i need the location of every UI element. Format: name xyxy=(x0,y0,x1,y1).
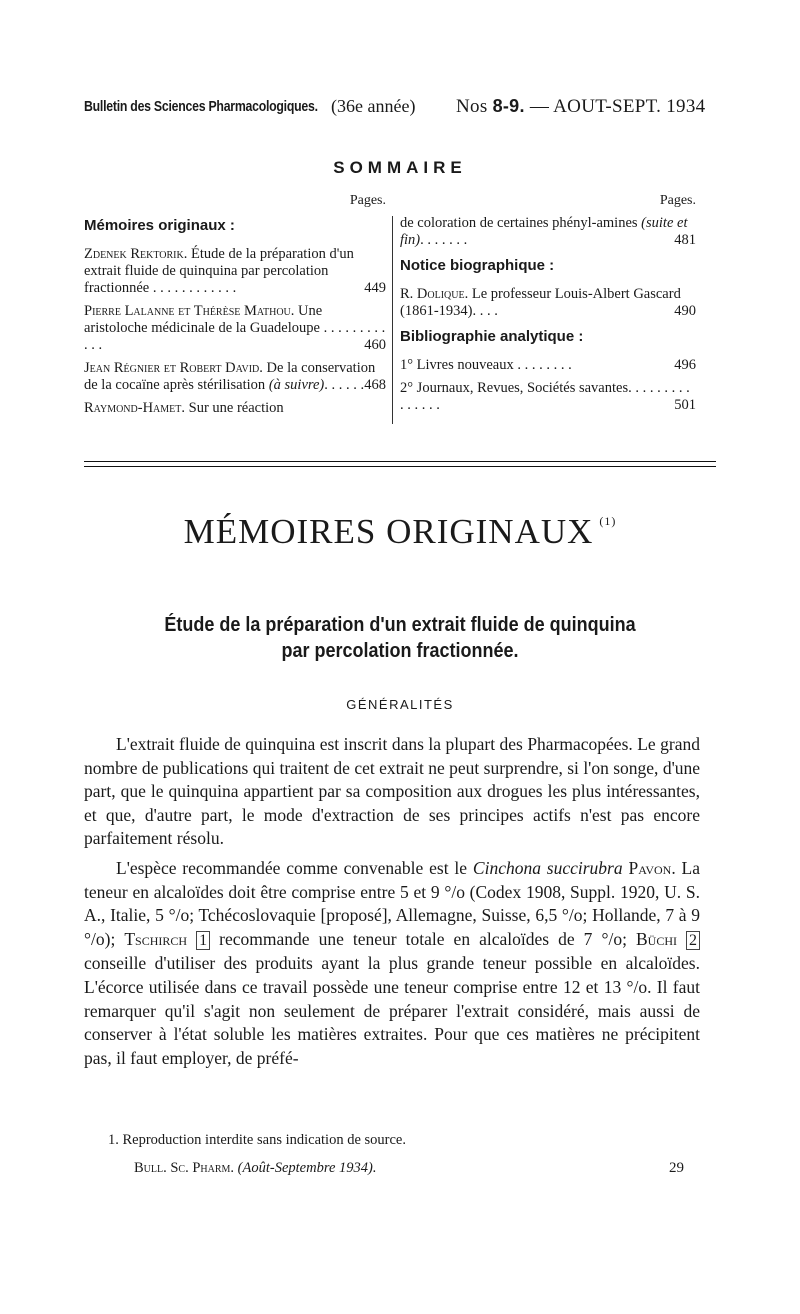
toc-page: 501 xyxy=(674,397,696,413)
article-body xyxy=(84,733,700,1076)
footnote: 1. Reproduction interdite sans indication de source. xyxy=(108,1132,406,1148)
page-footer xyxy=(134,1160,684,1177)
toc-left-column xyxy=(84,192,386,423)
paragraph-1: L'extrait fluide de quinquina est inscrit dans la plupart des Pharmacopées. Le grand nombre de publications qui traitent de cet extrait ne peut surprendre, si l'on songe, d'une part, que le quinquina appartient par sa composition aux drogues les plus intéressantes, et que, d'autre part, le mode d'extraction de ses principes actifs n'est pas encore parfaitement résolu. xyxy=(84,734,700,849)
toc-author: Raymond-Hamet. xyxy=(84,400,186,416)
toc-text: Sur une réaction xyxy=(188,400,284,416)
pages-label: Pages. xyxy=(349,193,386,208)
toc-page: 490 xyxy=(674,303,696,319)
issue-number: 8-9. xyxy=(492,96,525,116)
toc-text: Le professeur Louis-Albert Gascard (1861-1934) xyxy=(400,286,681,319)
toc-text: Une aristoloche médicinale de la Guadeloupe xyxy=(84,303,323,336)
toc-page: 468 xyxy=(364,377,386,393)
paragraph-2: L'espèce recommandée comme convenable est le Cinchona succirubra Pavon. La teneur en alcaloïdes doit être comprise entre 5 et 9 °/o (Codex 1908, Suppl. 1920, U. S. A., Italie, 5 °/o; Tchécoslovaquie [proposé], Allemagne, Suisse, 6,5 °/o; Hollande, 7 à 9 °/o); Tschirch 1 recommande une teneur totale en alcaloïdes de 7 °/o; Büchi 2 conseille d'utiliser des produits ayant la plus grande teneur possible en alcaloïdes. L'écorce utilisée dans ce travail possède une teneur comprise entre 12 et 13 °/o. Il faut remarquer qu'il s'agit non seulement de préparer l'extrait considéré, mais aussi de conserver à l'état soluble les matières extraites. Pour que ces matières ne précipitent pas, il faut employer, de préfé- xyxy=(84,857,701,1068)
toc-text: de coloration de certaines phényl-amines xyxy=(400,215,638,231)
separator-rule-bottom xyxy=(84,466,716,467)
journal-title: Bulletin des Sciences Pharmacologiques. xyxy=(84,98,318,115)
section-title-text: MÉMOIRES ORIGINAUX xyxy=(183,512,594,551)
citation-ref[interactable]: 1 xyxy=(196,931,210,950)
toc-section-biblio: Bibliographie analytique : xyxy=(400,328,584,345)
toc-author: Jean Régnier et Robert David. xyxy=(84,360,263,376)
subheading: GÉNÉRALITÉS xyxy=(346,697,454,712)
toc-entry[interactable]: Zdenek Rektorik. Étude de la préparation d'un extrait fluide de quinquina par percolation fractionnée . . . . . . . . . . . . 449 xyxy=(84,246,386,296)
toc-text: Étude de la préparation d'un extrait fluide de quinquina par percolation fractionnée xyxy=(84,246,354,296)
footer-journal: Bull. Sc. Pharm. xyxy=(134,1160,235,1176)
toc-text: De la conservation de la cocaïne après stérilisation xyxy=(84,360,376,393)
cited-author: Büchi xyxy=(635,928,677,949)
citation-ref[interactable]: 2 xyxy=(686,931,700,950)
species-name: Cinchona succirubra xyxy=(472,857,623,878)
running-header xyxy=(84,96,724,122)
section-title xyxy=(0,512,800,552)
toc-text: 1° Livres nouveaux xyxy=(400,357,514,373)
volume-year: (36e année) xyxy=(331,96,416,116)
toc-suffix: (à suivre) xyxy=(268,377,325,393)
toc-entry[interactable]: R. Dolique. Le professeur Louis-Albert Gascard (1861-1934). . . . 490 xyxy=(400,286,696,319)
toc-entry[interactable]: 2° Journaux, Revues, Sociétés savantes. . . . . . . . . . . . . . . 501 xyxy=(400,380,696,413)
toc-author: Pierre Lalanne et Thérèse Mathou. xyxy=(84,303,295,319)
issue-info xyxy=(456,96,705,118)
article-title-line1: Étude de la préparation d'un extrait fluide de quinquina xyxy=(164,614,636,636)
toc-right-column xyxy=(400,192,696,420)
toc-author: R. Dolique. xyxy=(400,286,469,302)
toc-entry[interactable]: Pierre Lalanne et Thérèse Mathou. Une aristoloche médicinale de la Guadeloupe . . . . . . . . . . . . 460 xyxy=(84,303,386,353)
toc-section-memoires: Mémoires originaux : xyxy=(84,217,235,234)
toc-page: 481 xyxy=(674,232,696,248)
pages-label: Pages. xyxy=(659,193,696,208)
toc-page: 496 xyxy=(674,357,696,373)
issue-date: — AOUT-SEPT. 1934 xyxy=(529,96,706,117)
footer-date: (Août-Septembre 1934). xyxy=(237,1160,377,1176)
page-number: 29 xyxy=(669,1160,684,1176)
sommaire-heading: SOMMAIRE xyxy=(333,158,467,177)
article-title-line2: par percolation fractionnée. xyxy=(281,640,519,662)
toc-page: 460 xyxy=(364,337,386,353)
issue-prefix: Nos xyxy=(456,96,488,117)
article-title xyxy=(40,612,760,664)
footnote-marker[interactable]: (1) xyxy=(599,514,617,528)
toc-section-notice: Notice biographique : xyxy=(400,257,555,274)
toc-text: 2° Journaux, Revues, Sociétés savantes xyxy=(400,380,629,396)
separator-rule-top xyxy=(84,461,716,462)
toc-suffix: (suite et fin) xyxy=(400,215,688,248)
cited-author: Tschirch xyxy=(124,928,188,949)
toc-entry[interactable] xyxy=(84,400,386,417)
toc-entry[interactable]: Jean Régnier et Robert David. De la conservation de la cocaïne après stérilisation (à suivre). . . . . . 468 xyxy=(84,360,386,393)
toc-entry[interactable]: de coloration de certaines phényl-amines (suite et fin). . . . . . . 481 xyxy=(400,215,696,248)
toc-entry[interactable]: 1° Livres nouveaux . . . . . . . . 496 xyxy=(400,357,696,373)
species-author: Pavon. xyxy=(628,857,676,878)
column-divider xyxy=(392,216,393,424)
toc-page: 449 xyxy=(364,280,386,296)
toc-author: Zdenek Rektorik. xyxy=(84,246,188,262)
